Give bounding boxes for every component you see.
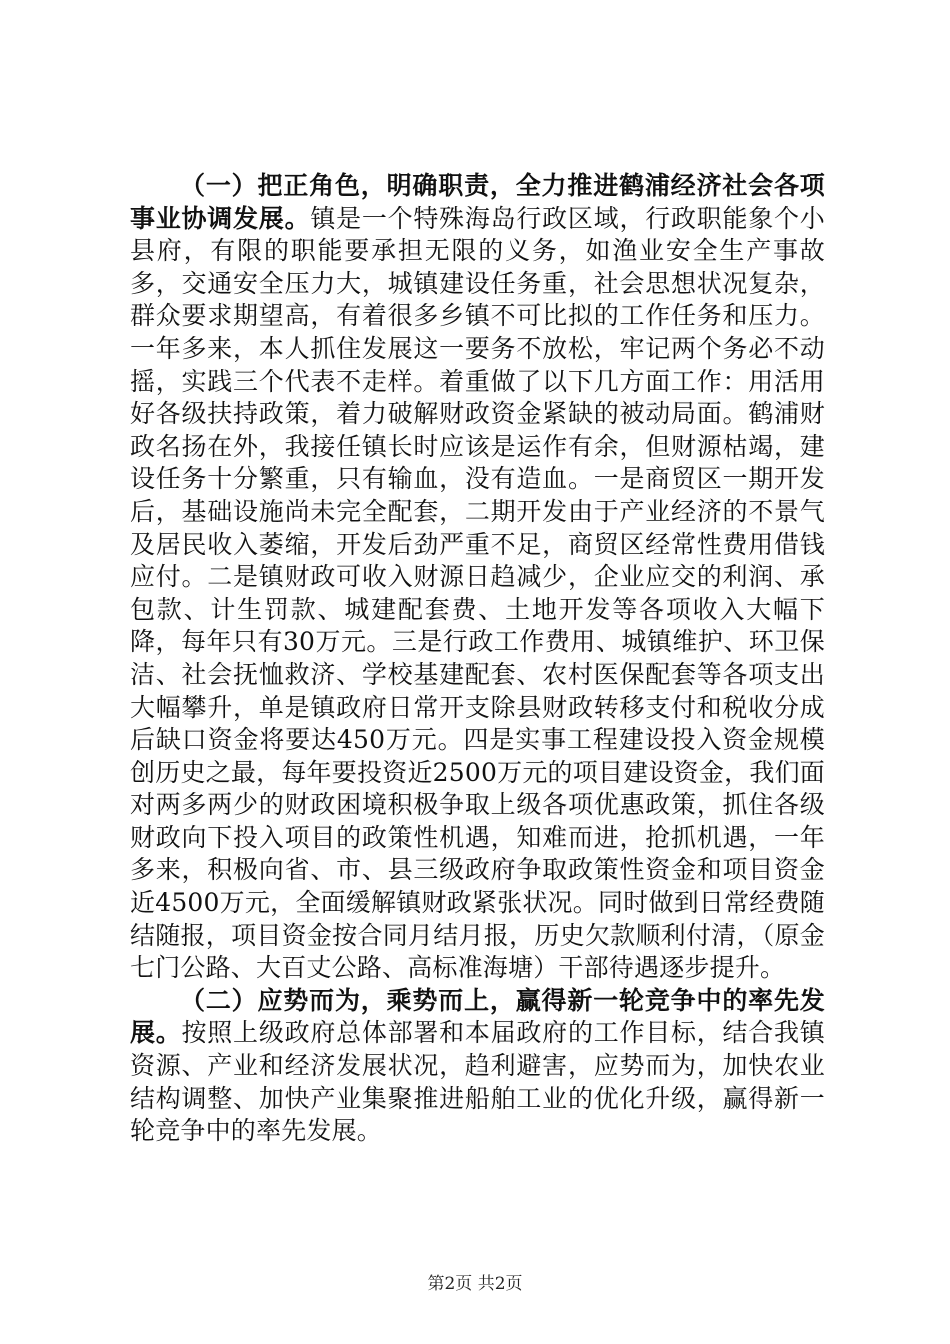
paragraph-1 <box>130 170 825 985</box>
page-footer: 第2页 共2页 <box>427 1274 523 1294</box>
paragraph-2 <box>130 985 825 1148</box>
paragraph-1-text: 镇是一个特殊海岛行政区域，行政职能象个小县府，有限的职能要承担无限的义务，如渔业安全生产事故多，交通安全压力大，城镇建设任务重，社会思想状况复杂，群众要求期望高，有着很多乡镇不可比拟的工作任务和压力。一年多来，本人抓住发展这一要务不放松，牢记两个务必不动摇，实践三个代表不走样。着重做了以下几方面工作：用活用好各级扶持政策，着力破解财政资金紧缺的被动局面。鹤浦财政名扬在外，我接任镇长时应该是运作有余，但财源枯竭，建设任务十分繁重，只有输血，没有造血。一是商贸区一期开发后，基础设施尚未完全配套，二期开发由于产业经济的不景气及居民收入萎缩，开发后劲严重不足，商贸区经常性费用借钱应付。二是镇财政可收入财源日趋减少，企业应交的利润、承包款、计生罚款、城建配套费、土地开发等各项收入大幅下降，每年只有30万元。三是行政工作费用、城镇维护、环卫保洁、社会抚恤救济、学校基建配套、农村医保配套等各项支出大幅攀升，单是镇政府日常开支除县财政转移支付和税收分成后缺口资金将要达450万元。四是实事工程建设投入资金规模创历史之最，每年要投资近2500万元的项目建设资金，我们面对两多两少的财政困境积极争取上级各项优惠政策，抓住各级财政向下投入项目的政策性机遇，知难而进，抢抓机遇，一年多来，积极向省、市、县三级政府争取政策性资金和项目资金近4500万元，全面缓解镇财政紧张状况。同时做到日常经费随结随报，项目资金按合同月结月报，历史欠款顺利付清，（原金七门公路、大百丈公路、高标准海塘）干部待遇逐步提升。 <box>130 203 825 983</box>
paragraph-2-text: 按照上级政府总体部署和本届政府的工作目标，结合我镇资源、产业和经济发展状况，趋利避害，应势而为，加快农业结构调整、加快产业集聚推进船舶工业的优化升级，赢得新一轮竞争中的率先发展。 <box>130 1018 825 1146</box>
paragraph-2-heading: （二）应势而为，乘势而上，赢得新一轮竞争中的率先发展。 <box>130 985 825 1048</box>
paragraph-1-heading: （一）把正角色，明确职责，全力推进鹤浦经济社会各项事业协调发展。 <box>130 171 825 233</box>
document-body <box>130 170 825 1148</box>
